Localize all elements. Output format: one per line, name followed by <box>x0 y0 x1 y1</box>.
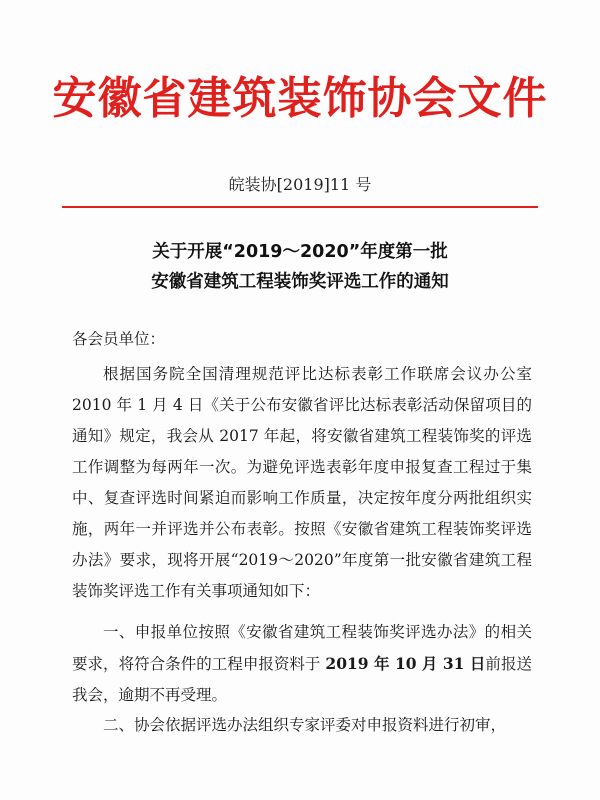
deadline-date: 2019 年 10 月 31 日 <box>325 654 486 673</box>
notice-title-line-2: 安徽省建筑工程装饰奖评选工作的通知 <box>151 272 449 292</box>
paragraph-intro: 根据国务院全国清理规范评比达标表彰工作联席会议办公室 2010 年 1 月 4 日《关于公布安徽省评比达标表彰活动保留项目的通知》规定，我会从 2017 年起，将安徽省建筑工程装饰奖的评选工作调整为每两年一次。为避免评选表彰年度申报复查工程过于集中、复查评选时间紧迫而影响工作质量，决定按年度分两批组织实施，两年一并评选并公布表彰。按照《安徽省建筑工程装饰奖评选办法》要求，现将开展“2019～2020”年度第一批安徽省建筑工程装饰奖评选工作有关事项通知如下： <box>72 365 532 600</box>
document-number: 皖装协[2019]11 号 <box>228 175 372 194</box>
paragraph-item-1-text-before: 一、申报单位按照《安徽省建筑工程装饰奖评选办法》的相关要求，将符合条件的工程申报资料于 <box>72 623 532 673</box>
red-divider-line <box>62 206 538 208</box>
notice-title-line-1: 关于开展“2019～2020”年度第一批 <box>152 242 448 262</box>
paragraph-item-2: 二、协会依据评选办法组织专家评委对申报资料进行初审， <box>103 716 507 734</box>
document-masthead: 安徽省建筑装饰协会文件 <box>52 73 548 124</box>
salutation: 各会员单位： <box>72 330 166 348</box>
paragraph-item-1-text-after: 前报送我会，逾期不再受理。 <box>72 655 532 704</box>
paragraph-item-1 <box>72 617 532 711</box>
